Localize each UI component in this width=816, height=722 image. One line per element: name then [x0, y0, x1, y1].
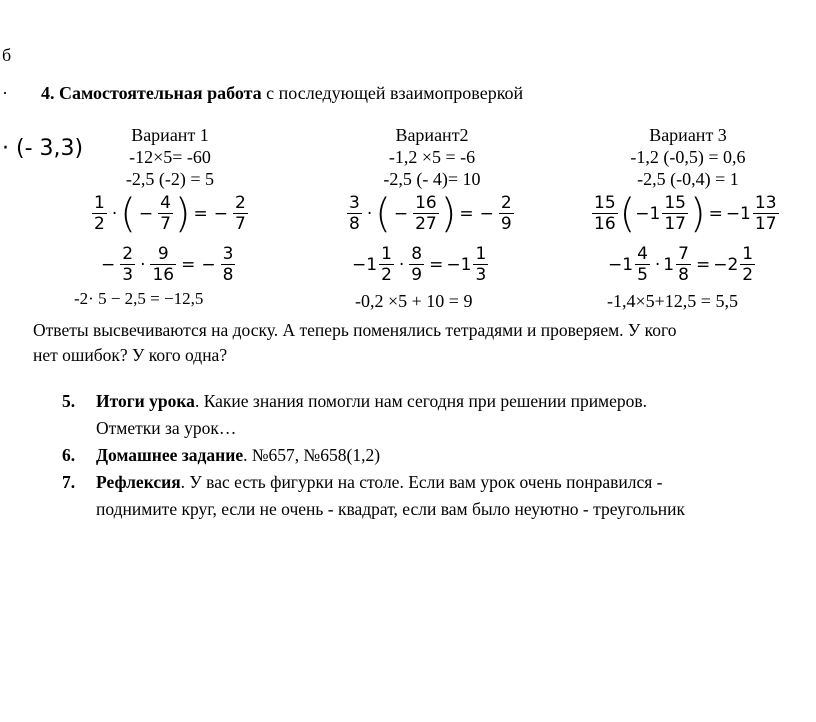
numbered-list	[62, 388, 685, 523]
variant-title: Вариант 1	[131, 125, 209, 145]
list-item-continuation: Отметки за урок…	[96, 418, 237, 438]
answers-line-2: нет ошибок? У кого одна?	[33, 345, 228, 365]
answers-line-1: Ответы высвечиваются на доску. А теперь поменялись тетрадями и проверяем. У кого	[33, 320, 677, 340]
variant-line1: -1,2 (-0,5) = 0,6	[630, 147, 746, 167]
top-letter: б	[2, 45, 12, 65]
variant-2	[322, 124, 542, 190]
variant-1	[60, 124, 280, 190]
variant-3-fraction-1: $\frac{15}{16}$ ( −1 $\frac{15}{17}$ ) = −1 $\frac{13}{17}$	[594, 190, 777, 237]
variant-1-fraction-1: $\frac{1}{2}$ · ( − $\frac{4}{7}$ ) = − $\frac{2}{7}$	[94, 190, 246, 237]
variant-line1: -1,2 ×5 = -6	[388, 147, 476, 167]
variant-1-last: -2· 5 − 2,5 = −12,5	[74, 289, 204, 308]
variant-2-last: -0,2 ×5 + 10 = 9	[355, 291, 473, 311]
variant-3-last: -1,4×5+12,5 = 5,5	[607, 291, 738, 311]
task4-line	[2, 82, 523, 104]
variant-2-fraction-2: −1 $\frac{1}{2}$ · $\frac{8}{9}$ = −1 $\frac{1}{3}$	[352, 244, 487, 285]
task4-rest: с последующей взаимопроверкой	[261, 83, 524, 103]
bullet: ·	[2, 83, 8, 103]
list-item: 5. Итоги урока. Какие знания помогли нам сегодня при решении примеров.	[62, 391, 648, 411]
list-item-continuation: поднимите круг, если не очень - квадрат, если вам было неуютно - треугольник	[96, 499, 686, 519]
variant-2-fraction-1: $\frac{3}{8}$ · ( − $\frac{16}{27}$ ) = − $\frac{2}{9}$	[349, 190, 512, 237]
variant-line1: -12×5= -60	[129, 147, 211, 167]
variant-title: Вариант2	[395, 125, 469, 145]
variant-3	[578, 124, 798, 190]
point-note: · (- 3,3)	[2, 136, 84, 161]
answers-paragraph	[33, 318, 677, 368]
variant-line2: -2,5 (-0,4) = 1	[637, 169, 739, 189]
task4-title: 4. Самостоятельная работа	[41, 83, 262, 103]
list-item: 6. Домашнее задание. №657, №658(1,2)	[62, 445, 381, 465]
list-item: 7. Рефлексия. У вас есть фигурки на столе. Если вам урок очень понравился -	[62, 472, 663, 492]
variant-line2: -2,5 (- 4)= 10	[383, 169, 481, 189]
variant-line2: -2,5 (-2) = 5	[125, 169, 215, 189]
variant-title: Вариант 3	[649, 125, 727, 145]
variant-3-fraction-2: −1 $\frac{4}{5}$ · 1 $\frac{7}{8}$ = −2 $\frac{1}{2}$	[608, 244, 754, 285]
variant-1-fraction-2: − $\frac{2}{3}$ · $\frac{9}{16}$ = − $\frac{3}{8}$	[101, 244, 234, 285]
